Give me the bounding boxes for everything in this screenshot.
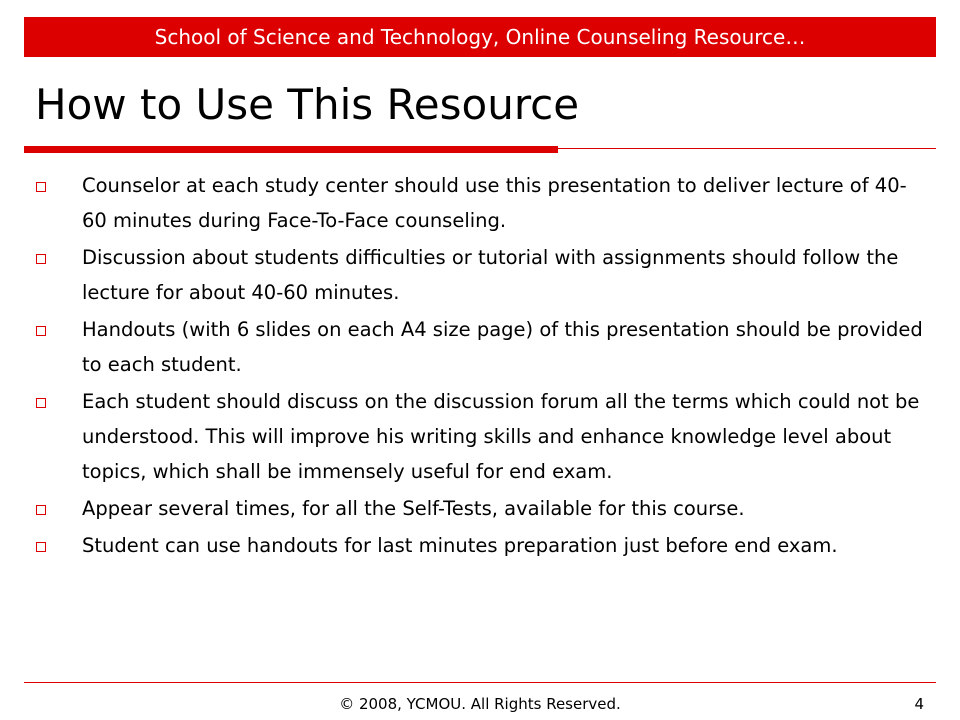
bullet-item (34, 168, 924, 238)
bullet-item (34, 240, 924, 310)
title-underline-accent (24, 146, 558, 153)
header-bar (24, 17, 936, 57)
bullet-text: Discussion about students difficulties or tutorial with assignments should follow the lecture for about 40-60 minutes. (82, 246, 899, 304)
footer-divider (24, 682, 936, 683)
bullet-text: Appear several times, for all the Self-Tests, available for this course. (82, 497, 745, 520)
bullet-item (34, 384, 924, 489)
slide-title: How to Use This Resource (35, 80, 580, 129)
bullet-text: Each student should discuss on the discussion forum all the terms which could not be understood. This will improve his writing skills and enhance knowledge level about topics, which shall be immensely useful for end exam. (82, 390, 920, 483)
square-bullet-icon (36, 326, 46, 336)
title-underline-thin (558, 148, 936, 149)
bullet-text: Counselor at each study center should use this presentation to deliver lecture of 40-60 minutes during Face-To-Face counseling. (82, 174, 907, 232)
bullet-item (34, 528, 924, 563)
square-bullet-icon (36, 182, 46, 192)
bullet-text: Handouts (with 6 slides on each A4 size page) of this presentation should be provided to each student. (82, 318, 923, 376)
bullet-text: Student can use handouts for last minutes preparation just before end exam. (82, 534, 838, 557)
bullet-item (34, 491, 924, 526)
page-number: 4 (914, 695, 924, 713)
bullet-item (34, 312, 924, 382)
square-bullet-icon (36, 398, 46, 408)
square-bullet-icon (36, 254, 46, 264)
header-text: School of Science and Technology, Online Counseling Resource… (154, 25, 806, 49)
square-bullet-icon (36, 505, 46, 515)
square-bullet-icon (36, 542, 46, 552)
footer-copyright: © 2008, YCMOU. All Rights Reserved. (339, 695, 621, 713)
bullet-list (34, 168, 924, 565)
